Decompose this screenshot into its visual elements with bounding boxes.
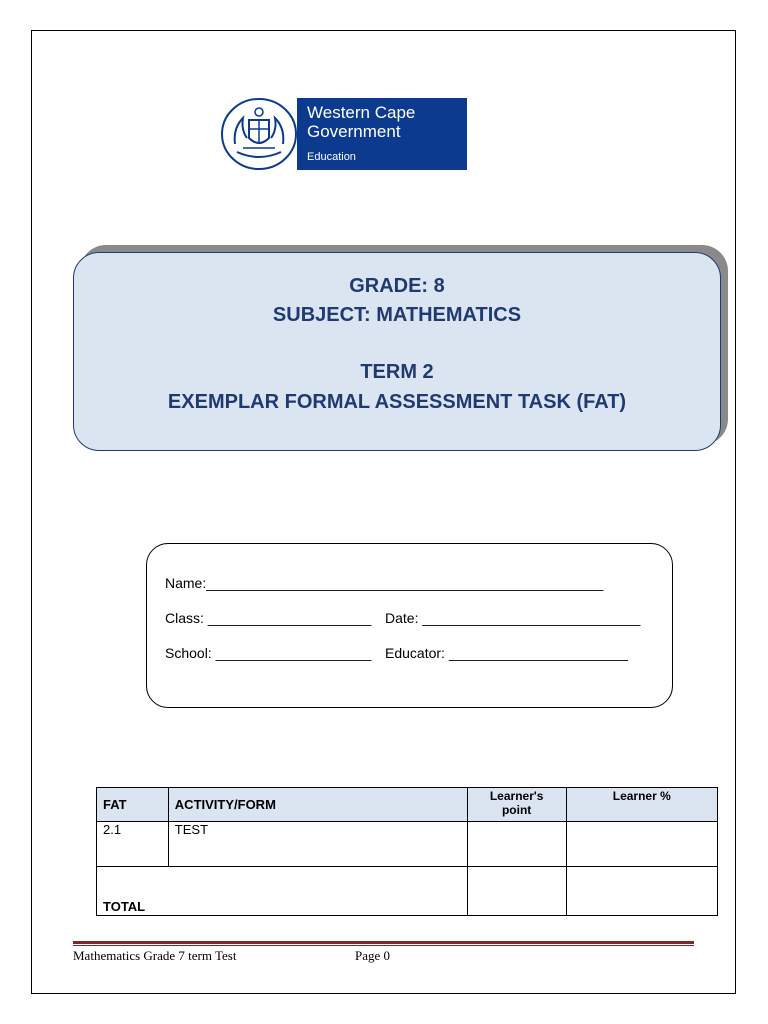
term-heading: TERM 2: [360, 361, 434, 383]
western-cape-government-logo: [221, 98, 467, 170]
subject-heading: SUBJECT: MATHEMATICS: [272, 304, 522, 326]
total-label: TOTAL: [97, 867, 468, 916]
table-row: [97, 822, 718, 867]
fat-table: [96, 787, 718, 916]
total-learner-percent[interactable]: [566, 867, 717, 916]
total-learner-point[interactable]: [467, 867, 566, 916]
footer-page-number: Page 0: [355, 948, 391, 963]
footer-rule-thin: [73, 945, 694, 946]
table-header-row: [97, 788, 718, 822]
class-field[interactable]: Class: _____________________: [165, 610, 372, 626]
header-learner-point: Learner's point: [467, 788, 566, 822]
task-heading: EXEMPLAR FORMAL ASSESSMENT TASK (FAT): [167, 391, 627, 413]
cell-activity: TEST: [168, 822, 467, 867]
date-field[interactable]: Date: ____________________________: [385, 610, 641, 626]
header-fat: FAT: [97, 788, 169, 822]
table-total-row: [97, 867, 718, 916]
title-box: [73, 252, 721, 451]
cell-learner-percent[interactable]: [566, 822, 717, 867]
logo-name-line2: Government: [307, 122, 401, 141]
footer-title: Mathematics Grade 7 term Test: [73, 948, 237, 963]
cell-learner-point[interactable]: [467, 822, 566, 867]
logo-panel: [297, 98, 467, 170]
learner-info-box: [146, 543, 673, 708]
footer-rule: [73, 941, 694, 944]
header-learner-percent: Learner %: [566, 788, 717, 822]
coat-of-arms-icon: [221, 98, 297, 170]
cell-fat-number: 2.1: [97, 822, 169, 867]
grade-heading: GRADE: 8: [349, 275, 445, 297]
header-activity: ACTIVITY/FORM: [168, 788, 467, 822]
name-field[interactable]: Name:___________________________________________________: [165, 575, 604, 591]
school-field[interactable]: School: ____________________: [165, 645, 372, 661]
logo-department: Education: [307, 151, 356, 163]
educator-field[interactable]: Educator: _______________________: [385, 645, 628, 661]
logo-name-line1: Western Cape: [307, 103, 416, 122]
